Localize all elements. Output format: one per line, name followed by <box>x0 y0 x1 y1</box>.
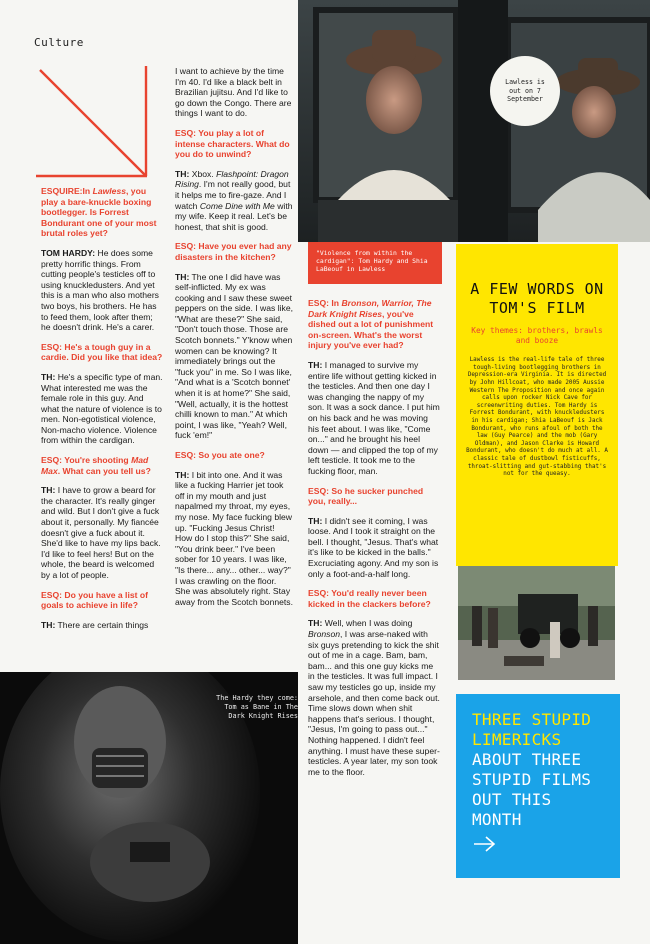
speaker-label: TH: <box>175 168 190 179</box>
passage-text: Do you have a list of goals to achieve in life? <box>41 589 148 611</box>
passage-text: He does some pretty horrific things. From cutting people's testicles off to using knuckledusters. And yet this is a man who also mothers two boys, his brothers. He has to feed them, look after them; he doesn't drink. He's a carer. <box>41 247 159 333</box>
interview-question <box>41 455 163 476</box>
passage-title-italic: Mad Max <box>41 455 149 476</box>
film-sidebar-subtitle: Key themes: brothers, brawls and booze <box>471 326 603 345</box>
interview-question <box>175 241 293 262</box>
interview-answer <box>175 470 293 608</box>
speaker-label: ESQ: <box>41 341 63 352</box>
passage-text: You're shooting <box>62 455 132 466</box>
passage-text: Xbox. <box>189 168 217 179</box>
speaker-label: ESQ: <box>175 241 197 252</box>
passage-text: , I was arse-naked with six guys pretending to kick the shit out of me in a cage. Bam, bam, bam... and this one guy kicks me in the testicles. It was full impact. I saw my testicles go up, inside my arsehole, and then come back out. Time slows down when shit happens that's serious. I thought, "Jesus, I'm going to pass out..." Nothing happened. I didn't feel anything. I must have these super-testicles. A year later, my son took me to the floor. <box>308 629 440 777</box>
passage-text: He's a specific type of man. What interested me was the female role in this guy. And what the nature of violence is to men. Non-egotistical violence, Non-macho violence. Violence from within the cardigan. <box>41 371 163 446</box>
limericks-line-2: LIMERICKS <box>472 730 562 749</box>
lawless-scene-photo <box>458 566 615 680</box>
passage-text: . What can you tell us? <box>57 465 151 476</box>
diagonal-arrow-icon <box>36 66 152 182</box>
speaker-label: ESQ: <box>41 589 63 600</box>
interview-column-2 <box>175 66 293 616</box>
right-arrow-icon[interactable] <box>474 836 496 852</box>
interview-answer <box>308 516 440 580</box>
limericks-line-3: ABOUT THREE <box>472 750 582 769</box>
passage-text: You'd really never been kicked in the clackers before? <box>308 588 431 609</box>
passage-title-italic: Bronson, Warrior, The Dark Knight Rises <box>308 298 432 319</box>
passage-text: Well, when I was doing <box>322 618 413 629</box>
lawless-photo <box>298 0 650 242</box>
speaker-label: ESQ: <box>308 588 330 599</box>
interview-column-3 <box>308 298 440 786</box>
interview-answer <box>41 248 163 333</box>
passage-text: There are certain things <box>55 619 149 630</box>
passage-text: I have to grow a beard for the character. It's really ginger and wild. But I don't give a fuck about it, personally. My fiancée doesn't give a fuck about it. She'd like to have my lips back. I'd like to feel hers! But on the whole, the beard is welcomed by a lot of people. <box>41 485 161 580</box>
lawless-caption-text: "Violence from within the cardigan": Tom Hardy and Shia LaBeouf in Lawless <box>316 249 428 273</box>
interview-question <box>41 590 163 611</box>
passage-title-italic: Bronson <box>308 629 341 640</box>
passage-text: with my wife. Keep it real. Let's be honest, that shit is good. <box>175 200 293 232</box>
bane-caption-text: The Hardy they come: Tom as Bane in The Dark Knight Rises <box>216 694 298 720</box>
passage-title-italic: Lawless <box>92 186 127 196</box>
passage-text: In <box>82 186 93 196</box>
passage-title-italic: Come Dine with Me <box>199 200 275 211</box>
limericks-line-1: THREE STUPID <box>472 710 592 729</box>
lawless-photo-caption <box>308 242 442 284</box>
interview-question <box>308 588 440 609</box>
lawless-scene-image <box>458 566 615 680</box>
interview-question <box>41 342 163 363</box>
limericks-teaser[interactable] <box>456 694 620 878</box>
film-sidebar-title: A FEW WORDS ON TOM'S FILM <box>470 280 604 317</box>
speaker-label: TH: <box>41 485 56 496</box>
interview-question <box>308 486 440 507</box>
interview-question <box>175 450 293 461</box>
interview-question <box>41 186 163 239</box>
interview-answer <box>308 360 440 477</box>
passage-text: So you ate one? <box>196 450 265 460</box>
bane-photo-caption <box>212 694 298 720</box>
section-name: Culture <box>34 36 84 49</box>
section-label <box>34 36 84 49</box>
passage-text: . I'm not really good, but it helps me to fire-gaze. And I watch <box>175 179 291 211</box>
passage-text: So he sucker punched you, really... <box>308 485 424 507</box>
passage-text: I want to achieve by the time I'm 40. I'd like a black belt in Brazilian jujitsu. And I'd like to go down the Congo. There are things I want to do. <box>175 66 292 119</box>
film-sidebar <box>456 244 618 566</box>
passage-text: , you've dished out a lot of punishment on-screen. What's the worst injury you've ever had? <box>308 308 434 351</box>
interview-answer <box>175 169 293 233</box>
lawless-photo-image <box>298 0 650 242</box>
interview-question <box>308 298 440 351</box>
speaker-label: TOM HARDY: <box>41 247 96 258</box>
passage-text: Have you ever had any disasters in the kitchen? <box>175 241 292 262</box>
passage-text: I managed to survive my entire life without getting kicked in the testicles. And then one day I was changing the nappy of my son. It was a sock dance. I put him on his back and he was moving his feet about. I was like, "Come on..." and he brought his heel down — and clipped the top of my left testicle. It took me to the fucking floor, man. <box>308 359 440 476</box>
interview-answer <box>308 618 440 777</box>
passage-text: , you play a bare-knuckle boxing bootlegger. Is Forrest Bondurant one of your most brutal roles yet? <box>41 186 157 239</box>
passage-text: I bit into one. And it was like a fucking Harrier jet took off in my mouth and just napalmed my throat, my eyes, my nose. My face fucking blew up. "Fucking Jesus Christ! How do I stop this?" She said, "You drink beer." I've been sober for 10 years. I was like, "Is there... any... other... way?" I was crawling on the floor. She was absolutely right. Stay away from the Scotch bonnets. <box>175 469 293 607</box>
interview-answer <box>175 66 293 119</box>
interview-answer <box>41 485 163 580</box>
interview-column-1 <box>41 186 163 639</box>
limericks-line-5: OUT THIS MONTH <box>472 790 552 829</box>
passage-text: He's a tough guy in a cardie. Did you like that idea? <box>41 341 163 363</box>
interview-answer <box>41 372 163 446</box>
speaker-label: TH: <box>175 271 190 282</box>
limericks-line-4: STUPID FILMS <box>472 770 592 789</box>
passage-text: The one I did have was self-inflicted. My ex was cooking and I saw these sweet peppers on the side. I was like, "What are these?" She said, "Don't touch those. Those are Scotch bonnets." Y'know when women can be knowing? It immediately brings out the "fuck you" in me. So I was like, "And what is a 'Scotch bonnet' when it is at home?" She said, "Well, actually, it is the hottest chilli known to man." At which point, I was like, "Yeah? Well, fuck 'em!" <box>175 271 293 441</box>
passage-title-italic: Flashpoint: Dragon Rising <box>175 168 289 190</box>
speaker-label: ESQ: <box>175 127 197 138</box>
passage-text: I didn't see it coming, I was loose. And I took it straight on the bell. I thought, "Jesus. That's what it's like to be kicked in the balls." Excruciating agony. And my son is only a foot-and-a-half long. <box>308 515 439 579</box>
speaker-label: ESQUIRE: <box>41 186 83 196</box>
interview-answer <box>41 620 163 631</box>
release-date-text: Lawless is out on 7 September <box>505 78 545 104</box>
speaker-label: TH: <box>308 618 323 629</box>
interview-question <box>175 128 293 160</box>
interview-answer <box>175 272 293 442</box>
passage-text: You play a lot of intense characters. What do you do to unwind? <box>175 127 290 160</box>
release-date-bubble <box>490 56 560 126</box>
speaker-label: TH: <box>41 619 56 630</box>
speaker-label: TH: <box>41 371 56 382</box>
speaker-label: TH: <box>308 359 323 370</box>
speaker-label: ESQ: <box>308 485 330 496</box>
speaker-label: ESQ: <box>41 455 63 466</box>
speaker-label: TH: <box>175 469 190 480</box>
passage-text: In <box>329 298 342 308</box>
film-sidebar-body: Lawless is the real-life tale of three tough-living bootlegging brothers in Depression-era Virginia. It is directed by John Hillcoat, who made 2005 Aussie Western The Proposition and once again calls upon rocker Nick Cave for screenwriting duties. Tom Hardy is Forrest Bondurant, with knuckledusters in his cardigan; Shia LaBeouf is Jack Bondurant, who runs afoul of both the law (Guy Pearce) and the mob (Gary Oldman), and Jason Clarke is Howard Bondurant, who doesn't do much at all. A classic tale of dustbowl fisticuffs, throat-slitting and gut-stabbing that's not for the queasy. <box>466 357 608 478</box>
speaker-label: ESQ: <box>175 450 197 460</box>
speaker-label: TH: <box>308 515 323 526</box>
speaker-label: ESQ: <box>308 298 330 308</box>
